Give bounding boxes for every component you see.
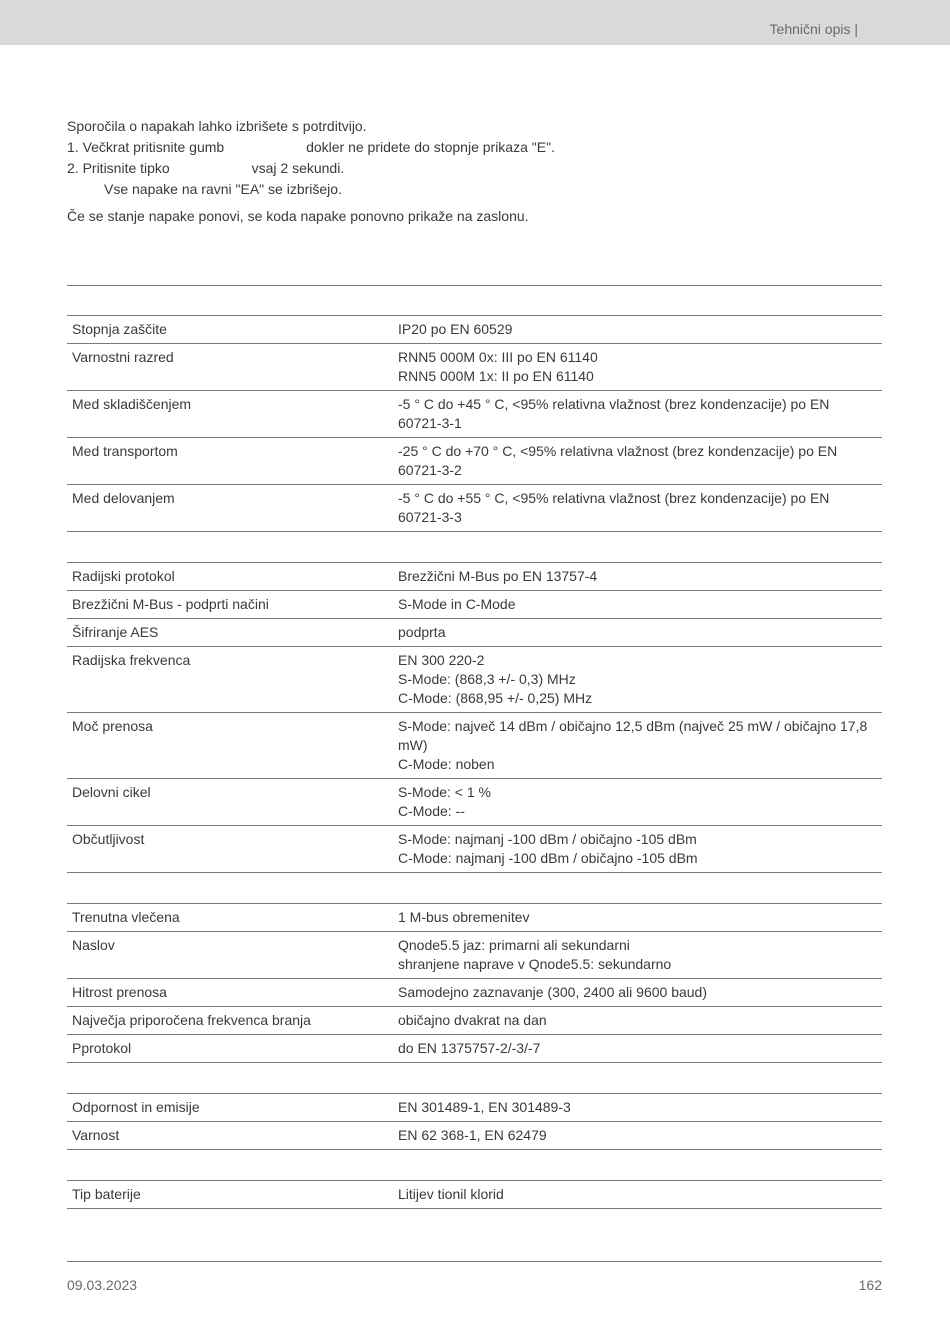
spec-label: Trenutna vlečena — [72, 909, 180, 925]
spec-value-line: Samodejno zaznavanje (300, 2400 ali 9600 baud) — [398, 984, 708, 1000]
spec-group — [67, 903, 882, 1063]
spec-value-line: C-Mode: (868,95 +/- 0,25) MHz — [398, 690, 593, 706]
page-number: 162 — [858, 1277, 882, 1293]
spec-row — [67, 485, 882, 532]
spec-row — [67, 979, 882, 1007]
spec-value-line: podprta — [398, 624, 446, 640]
spec-row — [67, 316, 882, 344]
spec-row — [67, 619, 882, 647]
spec-value — [398, 1126, 882, 1145]
step-1 — [67, 137, 882, 158]
spec-label: Hitrost prenosa — [72, 984, 167, 1000]
spec-label: Med transportom — [72, 443, 178, 459]
spec-row — [67, 1122, 882, 1150]
spec-row — [67, 391, 882, 438]
spec-value — [398, 489, 882, 527]
spec-label: Varnost — [72, 1127, 120, 1143]
spec-value-line: -5 ° C do +55 ° C, <95% relativna vlažnost (brez kondenzacije) po EN 60721-3-3 — [398, 490, 830, 525]
spec-value — [398, 651, 882, 708]
spec-group — [67, 1093, 882, 1150]
spec-value — [398, 395, 882, 433]
spec-label: Šifriranje AES — [72, 624, 159, 640]
divider — [67, 285, 882, 286]
spec-value-line: S-Mode: največ 14 dBm / običajno 12,5 dBm (največ 25 mW / običajno 17,8 mW) — [398, 718, 868, 753]
step-2 — [67, 158, 882, 179]
spec-value-line: RNN5 000M 1x: II po EN 61140 — [398, 368, 594, 384]
spec-value — [398, 1185, 882, 1204]
repeat-error-note: Če se stanje napake ponovi, se koda napake ponovno prikaže na zaslonu. — [67, 208, 529, 224]
spec-label: Stopnja zaščite — [72, 321, 167, 337]
error-clearing-instructions — [67, 116, 882, 227]
spec-value — [398, 1011, 882, 1030]
spec-row — [67, 1007, 882, 1035]
spec-row — [67, 826, 882, 873]
spec-group — [67, 315, 882, 532]
spec-value-line: Qnode5.5 jaz: primarni ali sekundarni — [398, 937, 630, 953]
spec-group — [67, 1180, 882, 1209]
step-2-text-before: 2. Pritisnite tipko — [67, 160, 170, 176]
spec-value-line: Brezžični M-Bus po EN 13757-4 — [398, 568, 598, 584]
spec-value — [398, 595, 882, 614]
spec-value-line: C-Mode: najmanj -100 dBm / običajno -105 dBm — [398, 850, 698, 866]
spec-value-line: S-Mode: < 1 % — [398, 784, 491, 800]
spec-label: Največja priporočena frekvenca branja — [72, 1012, 311, 1028]
spec-row — [67, 563, 882, 591]
spec-row — [67, 344, 882, 391]
spec-row — [67, 1035, 882, 1063]
spec-row — [67, 904, 882, 932]
spec-value-line: -25 ° C do +70 ° C, <95% relativna vlažnost (brez kondenzacije) po EN 60721-3-2 — [398, 443, 838, 478]
spec-value — [398, 936, 882, 974]
spec-value-line: C-Mode: noben — [398, 756, 495, 772]
spec-label: Brezžični M-Bus - podprti načini — [72, 596, 269, 612]
step-2-note: Vse napake na ravni "EA" se izbrišejo. — [104, 181, 342, 197]
spec-value-line: 1 M-bus obremenitev — [398, 909, 530, 925]
spec-row — [67, 1094, 882, 1122]
spec-label: Občutljivost — [72, 831, 145, 847]
technical-specification-table — [67, 315, 882, 1209]
spec-label: Delovni cikel — [72, 784, 151, 800]
spec-label: Odpornost in emisije — [72, 1099, 200, 1115]
spec-value — [398, 1039, 882, 1058]
spec-label: Pprotokol — [72, 1040, 132, 1056]
spec-value — [398, 983, 882, 1002]
step-1-text-before: 1. Večkrat pritisnite gumb — [67, 139, 225, 155]
footer-divider — [67, 1261, 882, 1262]
spec-label: Tip baterije — [72, 1186, 141, 1202]
spec-row — [67, 713, 882, 779]
spec-label: Radijski protokol — [72, 568, 175, 584]
spec-value-line: EN 62 368-1, EN 62479 — [398, 1127, 547, 1143]
spec-value — [398, 348, 882, 386]
spec-row — [67, 438, 882, 485]
spec-row — [67, 932, 882, 979]
spec-value — [398, 717, 882, 774]
spec-value-line: S-Mode: (868,3 +/- 0,3) MHz — [398, 671, 576, 687]
spec-value-line: EN 300 220-2 — [398, 652, 485, 668]
spec-value-line: RNN5 000M 0x: III po EN 61140 — [398, 349, 598, 365]
spec-value-line: -5 ° C do +45 ° C, <95% relativna vlažnost (brez kondenzacije) po EN 60721-3-1 — [398, 396, 830, 431]
spec-label: Moč prenosa — [72, 718, 153, 734]
spec-value — [398, 908, 882, 927]
step-2-text-after: vsaj 2 sekundi. — [251, 160, 345, 176]
spec-row — [67, 647, 882, 713]
spec-row — [67, 591, 882, 619]
spec-value-line: S-Mode: najmanj -100 dBm / običajno -105 dBm — [398, 831, 697, 847]
spec-value-line: C-Mode: -- — [398, 803, 465, 819]
spec-value — [398, 783, 882, 821]
spec-value — [398, 320, 882, 339]
spec-row — [67, 779, 882, 826]
spec-label: Varnostni razred — [72, 349, 174, 365]
spec-label: Radijska frekvenca — [72, 652, 191, 668]
spec-value — [398, 623, 882, 642]
spec-value-line: IP20 po EN 60529 — [398, 321, 513, 337]
spec-value-line: do EN 1375757-2/-3/-7 — [398, 1040, 541, 1056]
spec-row — [67, 1181, 882, 1209]
spec-label: Med skladiščenjem — [72, 396, 192, 412]
section-title: Tehnični opis | — [769, 21, 858, 37]
step-1-text-after: dokler ne pridete do stopnje prikaza "E". — [306, 139, 555, 155]
intro-text: Sporočila o napakah lahko izbrišete s potrditvijo. — [67, 118, 367, 134]
spec-value-line: običajno dvakrat na dan — [398, 1012, 547, 1028]
spec-value — [398, 830, 882, 868]
spec-value — [398, 567, 882, 586]
spec-value — [398, 1098, 882, 1117]
spec-label: Naslov — [72, 937, 115, 953]
spec-value-line: shranjene naprave v Qnode5.5: sekundarno — [398, 956, 672, 972]
spec-value-line: EN 301489-1, EN 301489-3 — [398, 1099, 571, 1115]
spec-value-line: S-Mode in C-Mode — [398, 596, 516, 612]
spec-label: Med delovanjem — [72, 490, 175, 506]
footer-date: 09.03.2023 — [67, 1277, 138, 1293]
spec-group — [67, 562, 882, 873]
spec-value-line: Litijev tionil klorid — [398, 1186, 504, 1202]
spec-value — [398, 442, 882, 480]
